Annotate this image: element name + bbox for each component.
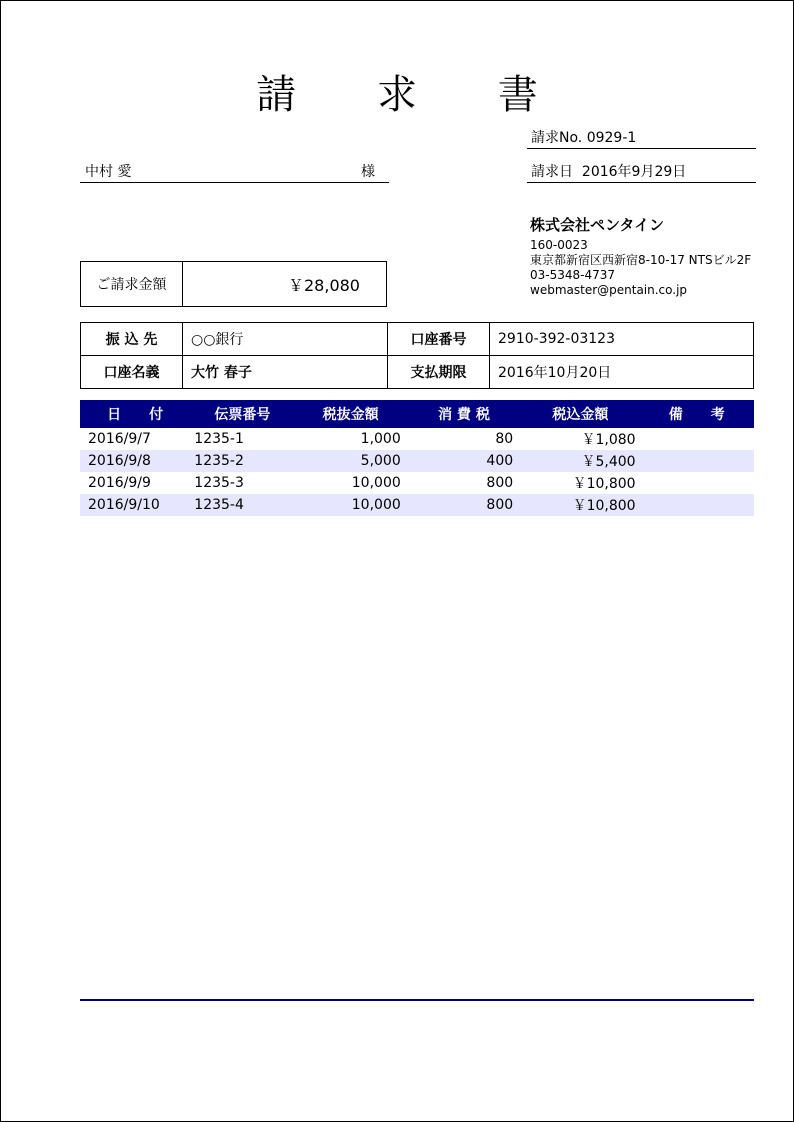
due-date-value: 2016年10月20日 bbox=[490, 356, 754, 389]
invoice-date-text bbox=[531, 163, 686, 181]
billing-amount-label: ご請求金額 bbox=[81, 262, 183, 306]
account-name-label: 口座名義 bbox=[81, 356, 183, 389]
footer-divider bbox=[80, 999, 754, 1001]
account-number-label: 口座番号 bbox=[388, 323, 490, 356]
header-pretax-amount: 税抜金額 bbox=[294, 400, 406, 428]
customer-honorific: 様 bbox=[361, 164, 375, 180]
document-title: 請 求 書 bbox=[256, 72, 572, 118]
company-phone: 03-5348-4737 bbox=[530, 268, 616, 282]
row-date: 2016/9/9 bbox=[88, 475, 151, 491]
invoice-number-field bbox=[527, 129, 756, 149]
invoice-number-value: 0929-1 bbox=[586, 130, 637, 146]
row-total: ￥5,400 bbox=[521, 450, 639, 472]
company-postal: 160-0023 bbox=[530, 238, 588, 252]
table-row bbox=[80, 472, 754, 494]
row-tax: 800 bbox=[486, 475, 514, 491]
row-remarks bbox=[640, 428, 754, 450]
bank-row bbox=[81, 323, 754, 356]
table-row bbox=[80, 494, 754, 516]
row-remarks bbox=[640, 494, 754, 516]
table-row bbox=[80, 450, 754, 472]
header-slip-number: 伝票番号 bbox=[190, 400, 294, 428]
row-date: 2016/9/10 bbox=[80, 494, 190, 516]
account-number-value: 2910-392-03123 bbox=[490, 323, 754, 356]
company-address: 東京都新宿区西新宿8-10-17 NTSビル2F bbox=[530, 253, 752, 267]
header-total-amount: 税込金額 bbox=[521, 400, 639, 428]
row-date: 2016/9/8 bbox=[80, 450, 190, 472]
row-total: ￥1,080 bbox=[581, 432, 636, 448]
row-tax: 400 bbox=[407, 450, 521, 472]
row-tax: 80 bbox=[495, 431, 514, 447]
invoice-number-label: 請求No. bbox=[531, 130, 583, 146]
row-total: ￥10,800 bbox=[521, 494, 639, 516]
customer-name: 中村 愛 bbox=[85, 164, 132, 180]
due-date-label: 支払期限 bbox=[388, 356, 490, 389]
invoice-date-label: 請求日 bbox=[531, 164, 573, 180]
issuer-block bbox=[530, 215, 780, 298]
line-items-header bbox=[80, 400, 754, 428]
table-row bbox=[80, 428, 754, 450]
bank-row bbox=[81, 356, 754, 389]
invoice-date-field bbox=[527, 163, 756, 183]
invoice-number-text bbox=[531, 129, 636, 147]
bank-branch-value: ○○銀行 bbox=[183, 323, 388, 356]
bank-branch-label: 振 込 先 bbox=[81, 323, 183, 356]
row-total: ￥10,800 bbox=[572, 476, 636, 492]
header-consumption-tax: 消 費 税 bbox=[407, 400, 521, 428]
row-slip-number: 1235-4 bbox=[190, 494, 294, 516]
company-email: webmaster@pentain.co.jp bbox=[530, 283, 688, 297]
row-pretax-amount: 5,000 bbox=[294, 450, 406, 472]
invoice-date-value: 2016年9月29日 bbox=[581, 164, 687, 180]
billing-amount-box bbox=[80, 261, 387, 307]
row-remarks bbox=[640, 450, 754, 472]
header-date: 日 付 bbox=[80, 400, 190, 428]
row-remarks bbox=[640, 472, 754, 494]
header-remarks: 備 考 bbox=[640, 400, 754, 428]
line-items-table bbox=[80, 400, 754, 516]
company-name: 株式会社ペンタイン bbox=[530, 216, 665, 234]
billing-amount-value: ￥28,080 bbox=[288, 275, 360, 295]
row-slip-number: 1235-2 bbox=[190, 450, 294, 472]
account-name-value: 大竹 春子 bbox=[183, 356, 388, 389]
row-pretax-amount: 10,000 bbox=[294, 494, 406, 516]
row-tax: 800 bbox=[407, 494, 521, 516]
customer-field bbox=[80, 163, 389, 183]
row-slip-number: 1235-1 bbox=[194, 431, 244, 447]
row-pretax-amount: 1,000 bbox=[360, 431, 401, 447]
row-pretax-amount: 10,000 bbox=[351, 475, 401, 491]
bank-info-table bbox=[80, 322, 754, 389]
row-slip-number: 1235-3 bbox=[194, 475, 244, 491]
row-date: 2016/9/7 bbox=[88, 431, 151, 447]
